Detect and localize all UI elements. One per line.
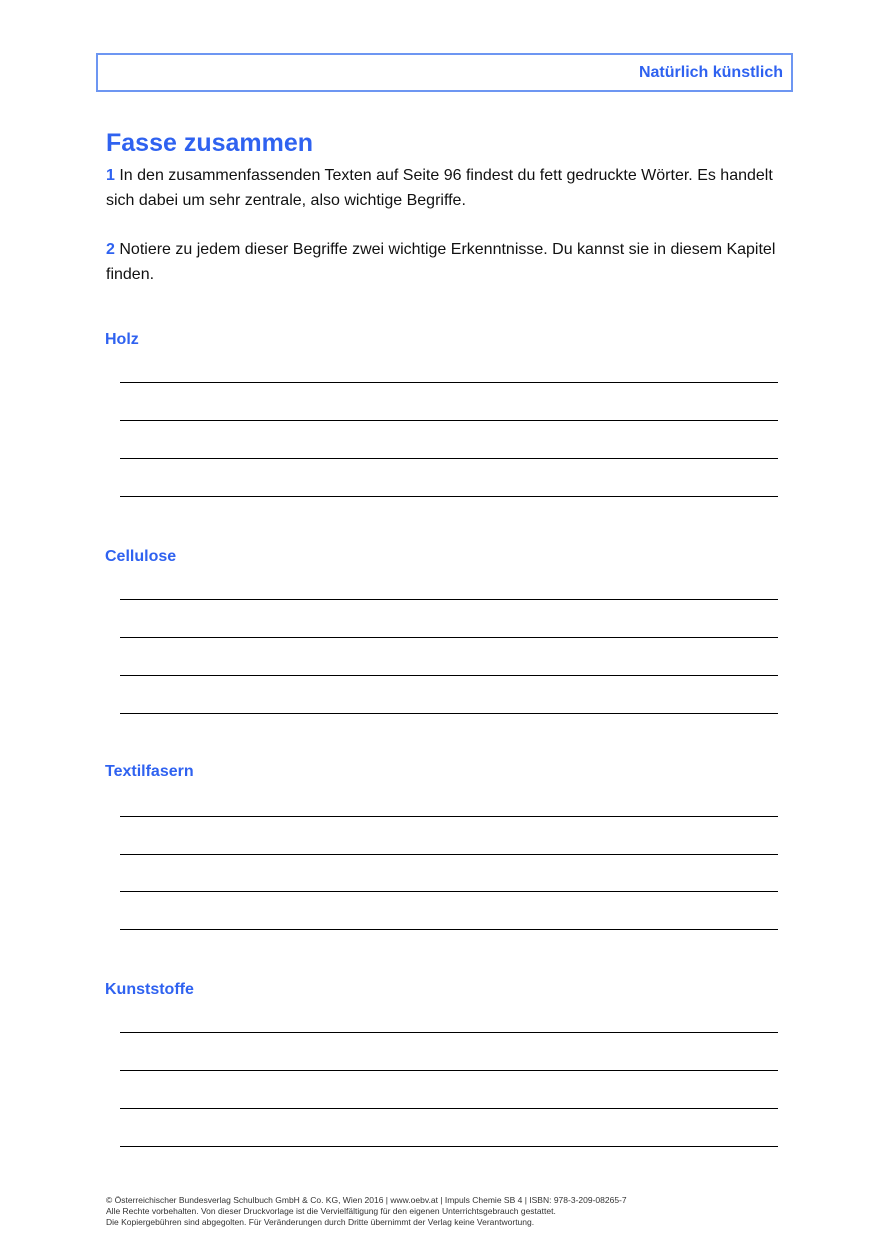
- task-1-number: 1: [106, 167, 115, 184]
- writing-line[interactable]: [120, 1070, 778, 1071]
- writing-line[interactable]: [120, 1146, 778, 1147]
- writing-line[interactable]: [120, 637, 778, 638]
- footer-copyright: © Österreichischer Bundesverlag Schulbuch GmbH & Co. KG, Wien 2016 | www.oebv.at | Impuls Chemie SB 4 | ISBN: 978-3-209-08265-7: [106, 1195, 627, 1205]
- task-2-number: 2: [106, 241, 115, 258]
- writing-line[interactable]: [120, 891, 778, 892]
- footer-rights: Alle Rechte vorbehalten. Von dieser Druckvorlage ist die Vervielfältigung für den eigenen Unterrichtsgebrauch gestattet.: [106, 1206, 556, 1216]
- writing-line[interactable]: [120, 420, 778, 421]
- header-title: Natürlich künstlich: [638, 64, 783, 81]
- footer-disclaimer: Die Kopiergebühren sind abgegolten. Für Veränderungen durch Dritte übernimmt der Verlag keine Verantwortung.: [106, 1217, 535, 1227]
- writing-line[interactable]: [120, 1032, 778, 1033]
- writing-line[interactable]: [120, 675, 778, 676]
- header-box: [96, 53, 793, 92]
- section-title-cellulose: Cellulose: [105, 548, 177, 565]
- writing-line[interactable]: [120, 496, 778, 497]
- task-2: [106, 237, 786, 287]
- task-2-text: Notiere zu jedem dieser Begriffe zwei wichtige Erkenntnisse. Du kannst sie in diesem Kapitel finden.: [106, 241, 776, 283]
- page-title: Fasse zusammen: [106, 129, 314, 157]
- section-title-holz: Holz: [105, 331, 139, 348]
- footer: [106, 1195, 627, 1228]
- writing-line[interactable]: [120, 713, 778, 714]
- writing-line[interactable]: [120, 599, 778, 600]
- task-1: [106, 163, 786, 213]
- section-title-kunststoffe: Kunststoffe: [105, 981, 194, 998]
- task-1-text: In den zusammenfassenden Texten auf Seite 96 findest du fett gedruckte Wörter. Es handelt sich dabei um sehr zentrale, also wichtige Begriffe.: [106, 167, 773, 209]
- writing-line[interactable]: [120, 382, 778, 383]
- section-title-textilfasern: Textilfasern: [105, 763, 194, 780]
- writing-line[interactable]: [120, 929, 778, 930]
- writing-line[interactable]: [120, 1108, 778, 1109]
- writing-line[interactable]: [120, 816, 778, 817]
- writing-line[interactable]: [120, 458, 778, 459]
- writing-line[interactable]: [120, 854, 778, 855]
